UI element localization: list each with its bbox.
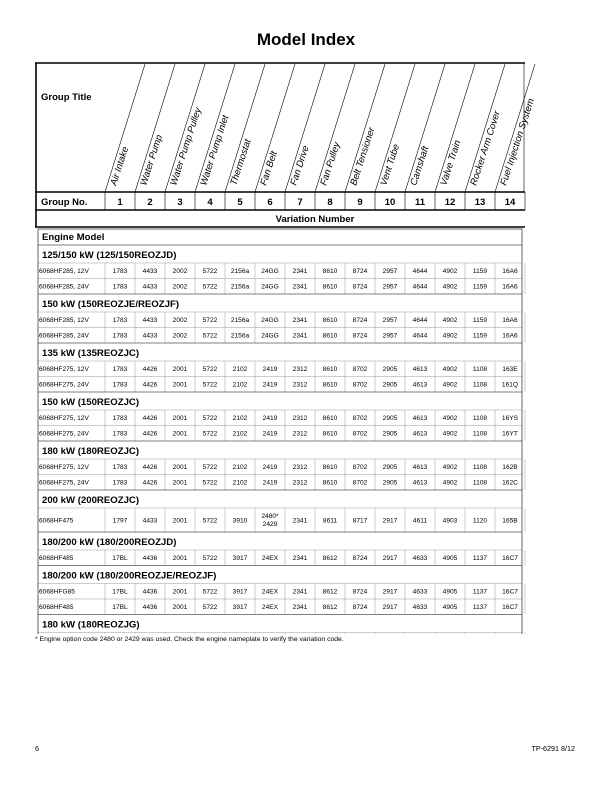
section-title: 180 kW (180REOZJC) <box>42 446 140 457</box>
variation-cell: 2102 <box>232 366 248 374</box>
variation-cell: 4433 <box>142 268 158 276</box>
variation-cell: 4902 <box>442 268 458 276</box>
variation-cell: 1137 <box>472 588 488 596</box>
variation-cell: 16YT <box>502 430 518 438</box>
variation-cell: 1783 <box>112 464 128 472</box>
variation-cell: 4902 <box>442 464 458 472</box>
variation-cell: 16A6 <box>502 283 518 291</box>
group-no-label: Group No. <box>41 197 88 208</box>
variation-cell: 16A6 <box>502 317 518 325</box>
variation-cell: 2419 <box>262 366 278 374</box>
variation-cell: 5722 <box>202 604 218 612</box>
variation-cell: 1108 <box>472 366 488 374</box>
variation-cell: 1108 <box>472 464 488 472</box>
variation-cell: 2312 <box>292 464 308 472</box>
variation-cell: 163E <box>502 366 518 374</box>
variation-cell: 16C7 <box>502 555 518 563</box>
variation-cell: 2957 <box>382 283 398 291</box>
variation-cell: 2001 <box>172 415 188 423</box>
variation-cell: 1797 <box>112 517 128 525</box>
variation-cell: 1108 <box>472 381 488 389</box>
variation-cell: 8610 <box>322 479 338 487</box>
engine-model-cell: 6068HF485 <box>39 604 74 612</box>
variation-cell: 4426 <box>142 366 158 374</box>
variation-cell: 2002 <box>172 332 188 340</box>
variation-cell: 1783 <box>112 430 128 438</box>
group-number-11: 11 <box>414 197 426 208</box>
variation-cell: 16C7 <box>502 604 518 612</box>
engine-model-cell: 6068HF285, 12V <box>39 317 89 325</box>
variation-cell: 24EX <box>261 588 279 596</box>
variation-cell: 5722 <box>202 555 218 563</box>
variation-cell: 162B <box>502 464 518 472</box>
variation-cell: 8702 <box>352 366 368 374</box>
variation-cell: 2419 <box>262 381 278 389</box>
variation-cell: 1783 <box>112 415 128 423</box>
variation-cell: 8724 <box>352 332 368 340</box>
variation-cell: 4433 <box>142 317 158 325</box>
variation-cell: 2001 <box>172 588 188 596</box>
variation-cell: 8702 <box>352 415 368 423</box>
variation-cell: 8610 <box>322 366 338 374</box>
model-index-table <box>35 62 576 634</box>
variation-cell: 2341 <box>292 332 308 340</box>
variation-cell: 2102 <box>232 464 248 472</box>
variation-cell: 1137 <box>472 555 488 563</box>
variation-cell: 3917 <box>232 588 248 596</box>
variation-cell: 161Q <box>501 381 519 389</box>
group-title-3: Water Pump Pulley <box>168 106 204 187</box>
variation-cell: 4633 <box>412 588 428 596</box>
variation-cell: 4902 <box>442 381 458 389</box>
engine-model-cell: 6068HF275, 12V <box>39 464 89 472</box>
variation-cell: 2419 <box>262 415 278 423</box>
variation-cell: 2001 <box>172 430 188 438</box>
engine-model-label: Engine Model <box>42 232 105 243</box>
variation-cell: 2001 <box>172 555 188 563</box>
section-title: 150 kW (150REOZJE/REOZJF) <box>42 299 180 310</box>
variation-cell: 4902 <box>442 479 458 487</box>
variation-cell: 5722 <box>202 430 218 438</box>
variation-cell: 4633 <box>412 604 428 612</box>
variation-cell: 17BL <box>112 588 128 596</box>
variation-cell: 2905 <box>382 366 398 374</box>
variation-cell: 2341 <box>292 555 308 563</box>
variation-cell: 2001 <box>172 517 188 525</box>
variation-cell: 2905 <box>382 415 398 423</box>
group-title-4: Water Pump Inlet <box>198 113 232 187</box>
variation-cell: 1783 <box>112 366 128 374</box>
group-number-14: 14 <box>504 197 516 208</box>
variation-cell: 4611 <box>412 517 428 525</box>
variation-cell: 2002 <box>172 268 188 276</box>
variation-cell: 2002 <box>172 283 188 291</box>
engine-model-cell: 6068HF275, 12V <box>39 366 89 374</box>
variation-cell: 8610 <box>322 268 338 276</box>
variation-cell: 2002 <box>172 317 188 325</box>
variation-cell: 2917 <box>382 517 398 525</box>
variation-cell: 4902 <box>442 283 458 291</box>
group-number-6: 6 <box>267 197 273 208</box>
variation-cell: 4426 <box>142 381 158 389</box>
variation-cell: 4433 <box>142 332 158 340</box>
variation-cell: 3910 <box>232 517 248 525</box>
group-number-3: 3 <box>177 197 183 208</box>
engine-model-cell: 6068HF485 <box>39 555 74 563</box>
variation-cell: 2419 <box>262 479 278 487</box>
section-title: 125/150 kW (125/150REOZJD) <box>42 250 177 261</box>
variation-cell: 4905 <box>442 588 458 596</box>
variation-cell: 8610 <box>322 317 338 325</box>
variation-cell: 3917 <box>232 604 248 612</box>
group-number-4: 4 <box>207 197 213 208</box>
variation-cell: 24GG <box>261 268 279 276</box>
engine-model-cell: 6068HF285, 12V <box>39 268 89 276</box>
variation-cell: 4644 <box>412 317 428 325</box>
variation-cell: 5722 <box>202 588 218 596</box>
variation-cell: 2102 <box>232 479 248 487</box>
variation-number-label: Variation Number <box>275 214 355 225</box>
variation-cell: 1783 <box>112 283 128 291</box>
variation-cell: 8610 <box>322 332 338 340</box>
variation-cell: 2341 <box>292 283 308 291</box>
group-title-14: Fuel Injection System <box>498 97 537 187</box>
variation-cell: 2156a <box>230 317 250 325</box>
variation-cell: 24GG <box>261 283 279 291</box>
section-title: 135 kW (135REOZJC) <box>42 348 140 359</box>
variation-cell: 2102 <box>232 430 248 438</box>
variation-cell: 2419 <box>262 464 278 472</box>
variation-cell: 1783 <box>112 479 128 487</box>
variation-cell: 8610 <box>322 283 338 291</box>
variation-cell: 4613 <box>412 479 428 487</box>
variation-cell: 2957 <box>382 332 398 340</box>
group-title-label: Group Title <box>41 92 92 103</box>
variation-cell: 16C7 <box>502 588 518 596</box>
variation-cell: 5722 <box>202 517 218 525</box>
variation-cell: 5722 <box>202 332 218 340</box>
variation-cell: 4613 <box>412 381 428 389</box>
variation-cell: 2312 <box>292 366 308 374</box>
variation-cell: 4902 <box>442 332 458 340</box>
variation-cell: 5722 <box>202 317 218 325</box>
group-number-9: 9 <box>357 197 363 208</box>
variation-cell: 2480* 2429 <box>261 513 279 528</box>
group-number-12: 12 <box>444 197 456 208</box>
variation-cell: 4633 <box>412 555 428 563</box>
group-number-7: 7 <box>297 197 303 208</box>
section-title: 150 kW (150REOZJC) <box>42 397 140 408</box>
variation-cell: 2312 <box>292 381 308 389</box>
variation-cell: 4613 <box>412 464 428 472</box>
group-title-8: Fan Pulley <box>318 140 343 187</box>
variation-cell: 8610 <box>322 464 338 472</box>
variation-cell: 2312 <box>292 479 308 487</box>
variation-cell: 5722 <box>202 415 218 423</box>
engine-model-cell: 6068HF475 <box>39 517 74 525</box>
variation-cell: 4644 <box>412 332 428 340</box>
variation-cell: 8702 <box>352 464 368 472</box>
variation-cell: 3917 <box>232 555 248 563</box>
variation-cell: 1137 <box>472 604 488 612</box>
variation-cell: 4426 <box>142 479 158 487</box>
variation-cell: 4613 <box>412 366 428 374</box>
variation-cell: 2102 <box>232 415 248 423</box>
variation-cell: 2957 <box>382 268 398 276</box>
engine-model-cell: 6068HF275, 12V <box>39 415 89 423</box>
variation-cell: 4426 <box>142 430 158 438</box>
variation-cell: 4436 <box>142 604 158 612</box>
variation-cell: 1783 <box>112 317 128 325</box>
group-number-2: 2 <box>147 197 153 208</box>
variation-cell: 24EX <box>261 555 279 563</box>
group-title-11: Camshaft <box>408 144 432 187</box>
variation-cell: 8610 <box>322 415 338 423</box>
variation-cell: 8724 <box>352 268 368 276</box>
variation-cell: 4433 <box>142 517 158 525</box>
engine-model-cell: 6068HF285, 24V <box>39 283 89 291</box>
variation-cell: 24GG <box>261 317 279 325</box>
section-title: 180/200 kW (180/200REOZJD) <box>42 537 177 548</box>
variation-cell: 4613 <box>412 415 428 423</box>
engine-model-cell: 6068HF275, 24V <box>39 479 89 487</box>
variation-cell: 2102 <box>232 381 248 389</box>
variation-cell: 8612 <box>322 604 338 612</box>
variation-cell: 2905 <box>382 479 398 487</box>
variation-cell: 162C <box>502 479 518 487</box>
variation-cell: 2312 <box>292 415 308 423</box>
group-title-10: Vent Tube <box>378 142 403 187</box>
variation-cell: 2312 <box>292 430 308 438</box>
variation-cell: 1159 <box>472 268 488 276</box>
variation-cell: 4436 <box>142 555 158 563</box>
group-title-7: Fan Drive <box>288 144 312 187</box>
variation-cell: 2156a <box>230 332 250 340</box>
variation-cell: 4902 <box>442 366 458 374</box>
variation-cell: 8612 <box>322 555 338 563</box>
page-number: 6 <box>35 744 39 753</box>
variation-cell: 4644 <box>412 283 428 291</box>
variation-cell: 2001 <box>172 464 188 472</box>
variation-cell: 2156a <box>230 283 250 291</box>
variation-cell: 5722 <box>202 381 218 389</box>
variation-cell: 8724 <box>352 555 368 563</box>
variation-cell: 8724 <box>352 283 368 291</box>
group-number-8: 8 <box>327 197 333 208</box>
variation-cell: 2001 <box>172 604 188 612</box>
variation-cell: 2341 <box>292 604 308 612</box>
variation-cell: 1783 <box>112 268 128 276</box>
variation-cell: 2341 <box>292 268 308 276</box>
variation-cell: 1159 <box>472 317 488 325</box>
variation-cell: 1120 <box>472 517 488 525</box>
variation-cell: 5722 <box>202 283 218 291</box>
document-code: TP-6291 8/12 <box>531 744 575 753</box>
variation-cell: 4436 <box>142 588 158 596</box>
variation-cell: 2905 <box>382 464 398 472</box>
variation-cell: 8702 <box>352 381 368 389</box>
variation-cell: 2917 <box>382 604 398 612</box>
variation-cell: 4613 <box>412 430 428 438</box>
engine-model-cell: 6068HF275, 24V <box>39 381 89 389</box>
footnote: * Engine option code 2480 or 2429 was used. Check the engine nameplate to verify the variation code. <box>35 636 344 643</box>
group-title-13: Rocker Arm Cover <box>468 109 503 187</box>
variation-cell: 1108 <box>472 415 488 423</box>
page-title: Model Index <box>256 30 356 49</box>
section-title: 180/200 kW (180/200REOZJE/REOZJF) <box>42 570 217 582</box>
variation-cell: 4426 <box>142 415 158 423</box>
group-title-9: Belt Tensioner <box>348 126 378 187</box>
variation-cell: 16YS <box>501 415 519 423</box>
variation-cell: 1783 <box>112 332 128 340</box>
group-title-2: Water Pump <box>138 133 166 187</box>
variation-cell: 8724 <box>352 317 368 325</box>
variation-cell: 5722 <box>202 366 218 374</box>
variation-cell: 2341 <box>292 517 308 525</box>
variation-cell: 1159 <box>472 283 488 291</box>
variation-cell: 2341 <box>292 317 308 325</box>
variation-cell: 24GG <box>261 332 279 340</box>
variation-cell: 2419 <box>262 430 278 438</box>
variation-cell: 1108 <box>472 430 488 438</box>
variation-cell: 1783 <box>112 381 128 389</box>
variation-cell: 2905 <box>382 430 398 438</box>
variation-cell: 8610 <box>322 430 338 438</box>
group-number-10: 10 <box>384 197 396 208</box>
variation-cell: 4905 <box>442 604 458 612</box>
variation-cell: 2341 <box>292 588 308 596</box>
engine-model-cell: 6068HFG85 <box>39 588 75 596</box>
group-title-1: Air Intake <box>108 145 132 187</box>
variation-cell: 4903 <box>442 517 458 525</box>
variation-cell: 4905 <box>442 555 458 563</box>
variation-cell: 2001 <box>172 366 188 374</box>
variation-cell: 8717 <box>352 517 368 525</box>
variation-cell: 2001 <box>172 479 188 487</box>
variation-cell: 8702 <box>352 430 368 438</box>
variation-cell: 8724 <box>352 604 368 612</box>
variation-cell: 17BL <box>112 604 128 612</box>
group-number-1: 1 <box>117 197 123 208</box>
variation-cell: 2905 <box>382 381 398 389</box>
variation-cell: 2917 <box>382 555 398 563</box>
group-number-5: 5 <box>237 197 243 208</box>
variation-cell: 4426 <box>142 464 158 472</box>
variation-cell: 2957 <box>382 317 398 325</box>
section-title: 180 kW (180REOZJG) <box>42 619 140 631</box>
variation-cell: 17BL <box>112 555 128 563</box>
variation-cell: 5722 <box>202 268 218 276</box>
group-number-13: 13 <box>474 197 486 208</box>
variation-cell: 4902 <box>442 415 458 423</box>
group-title-6: Fan Belt <box>258 149 280 187</box>
section-title: 200 kW (200REOZJC) <box>42 495 140 506</box>
variation-cell: 24EX <box>261 604 279 612</box>
variation-cell: 8610 <box>322 381 338 389</box>
variation-cell: 2001 <box>172 381 188 389</box>
variation-cell: 16A6 <box>502 332 518 340</box>
group-title-5: Thermostat <box>228 137 254 187</box>
variation-cell: 8724 <box>352 588 368 596</box>
variation-cell: 8611 <box>322 517 338 525</box>
variation-cell: 1108 <box>472 479 488 487</box>
variation-cell: 4902 <box>442 317 458 325</box>
engine-model-cell: 6068HF285, 24V <box>39 332 89 340</box>
variation-cell: 8702 <box>352 479 368 487</box>
variation-cell: 5722 <box>202 464 218 472</box>
engine-model-cell: 6068HF275, 24V <box>39 430 89 438</box>
variation-cell: 8612 <box>322 588 338 596</box>
variation-cell: 1159 <box>472 332 488 340</box>
variation-cell: 4433 <box>142 283 158 291</box>
variation-cell: 165B <box>502 517 518 525</box>
variation-cell: 16A6 <box>502 268 518 276</box>
group-title-12: Valve Train <box>438 138 464 187</box>
variation-cell: 4644 <box>412 268 428 276</box>
variation-cell: 4902 <box>442 430 458 438</box>
variation-cell: 2917 <box>382 588 398 596</box>
variation-cell: 5722 <box>202 479 218 487</box>
variation-cell: 2156a <box>230 268 250 276</box>
